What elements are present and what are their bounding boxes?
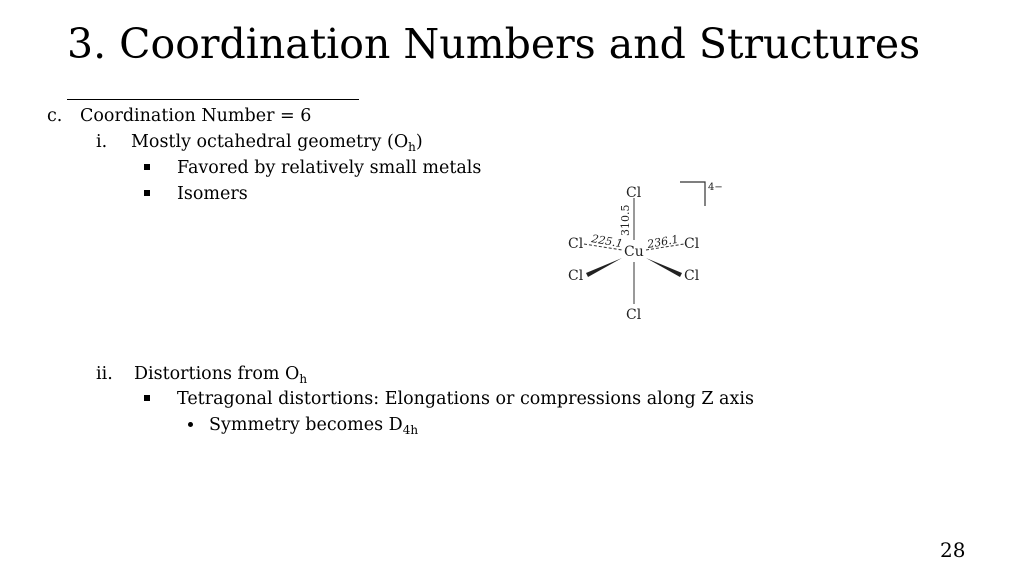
bond-length-axial: 310.5	[619, 204, 632, 236]
outline-marker-ii: ii.	[96, 364, 113, 384]
subbullet-symmetry-sub: 4h	[402, 423, 419, 437]
charge-label: 4−	[708, 182, 723, 193]
ligand-right-back: Cl	[684, 236, 700, 252]
subbullet-symmetry-text: Symmetry becomes D	[209, 415, 403, 435]
round-bullet-icon	[188, 422, 193, 427]
bullet-favored: Favored by relatively small metals	[177, 158, 482, 178]
ligand-left-front: Cl	[568, 268, 584, 284]
charge-bracket	[680, 182, 705, 206]
bond-length-left: 225.1	[590, 232, 624, 251]
outline-marker-c: c.	[47, 106, 63, 126]
outline-item-ii-text: Distortions from O	[134, 364, 300, 384]
square-bullet-icon	[144, 164, 150, 170]
bond-length-right: 236.1	[646, 232, 680, 251]
page-number: 28	[940, 538, 966, 562]
metal-center: Cu	[624, 244, 644, 260]
ligand-right-front: Cl	[684, 268, 700, 284]
outline-marker-i: i.	[96, 132, 108, 152]
outline-item-i	[131, 134, 423, 152]
bullet-isomers: Isomers	[177, 184, 248, 204]
square-bullet-icon	[144, 395, 150, 401]
ligand-bottom: Cl	[626, 307, 642, 323]
outline-item-c: Coordination Number = 6	[80, 106, 312, 126]
outline-item-ii	[134, 366, 307, 384]
wedge-bond-right	[646, 258, 682, 277]
slide-title: 3. Coordination Numbers and Structures	[67, 20, 921, 68]
title-underline	[67, 99, 359, 100]
outline-item-i-sub: h	[408, 140, 416, 154]
outline-item-i-text: Mostly octahedral geometry (O	[131, 132, 409, 152]
bullet-tetragonal: Tetragonal distortions: Elongations or compressions along Z axis	[177, 389, 754, 409]
ligand-top: Cl	[626, 185, 642, 201]
wedge-bond-left	[586, 258, 622, 277]
outline-item-i-suffix: )	[415, 132, 423, 152]
square-bullet-icon	[144, 190, 150, 196]
ligand-left-back: Cl	[568, 236, 584, 252]
outline-item-ii-sub: h	[299, 372, 308, 386]
cucl6-structure-diagram	[560, 178, 730, 326]
subbullet-symmetry	[209, 417, 418, 435]
